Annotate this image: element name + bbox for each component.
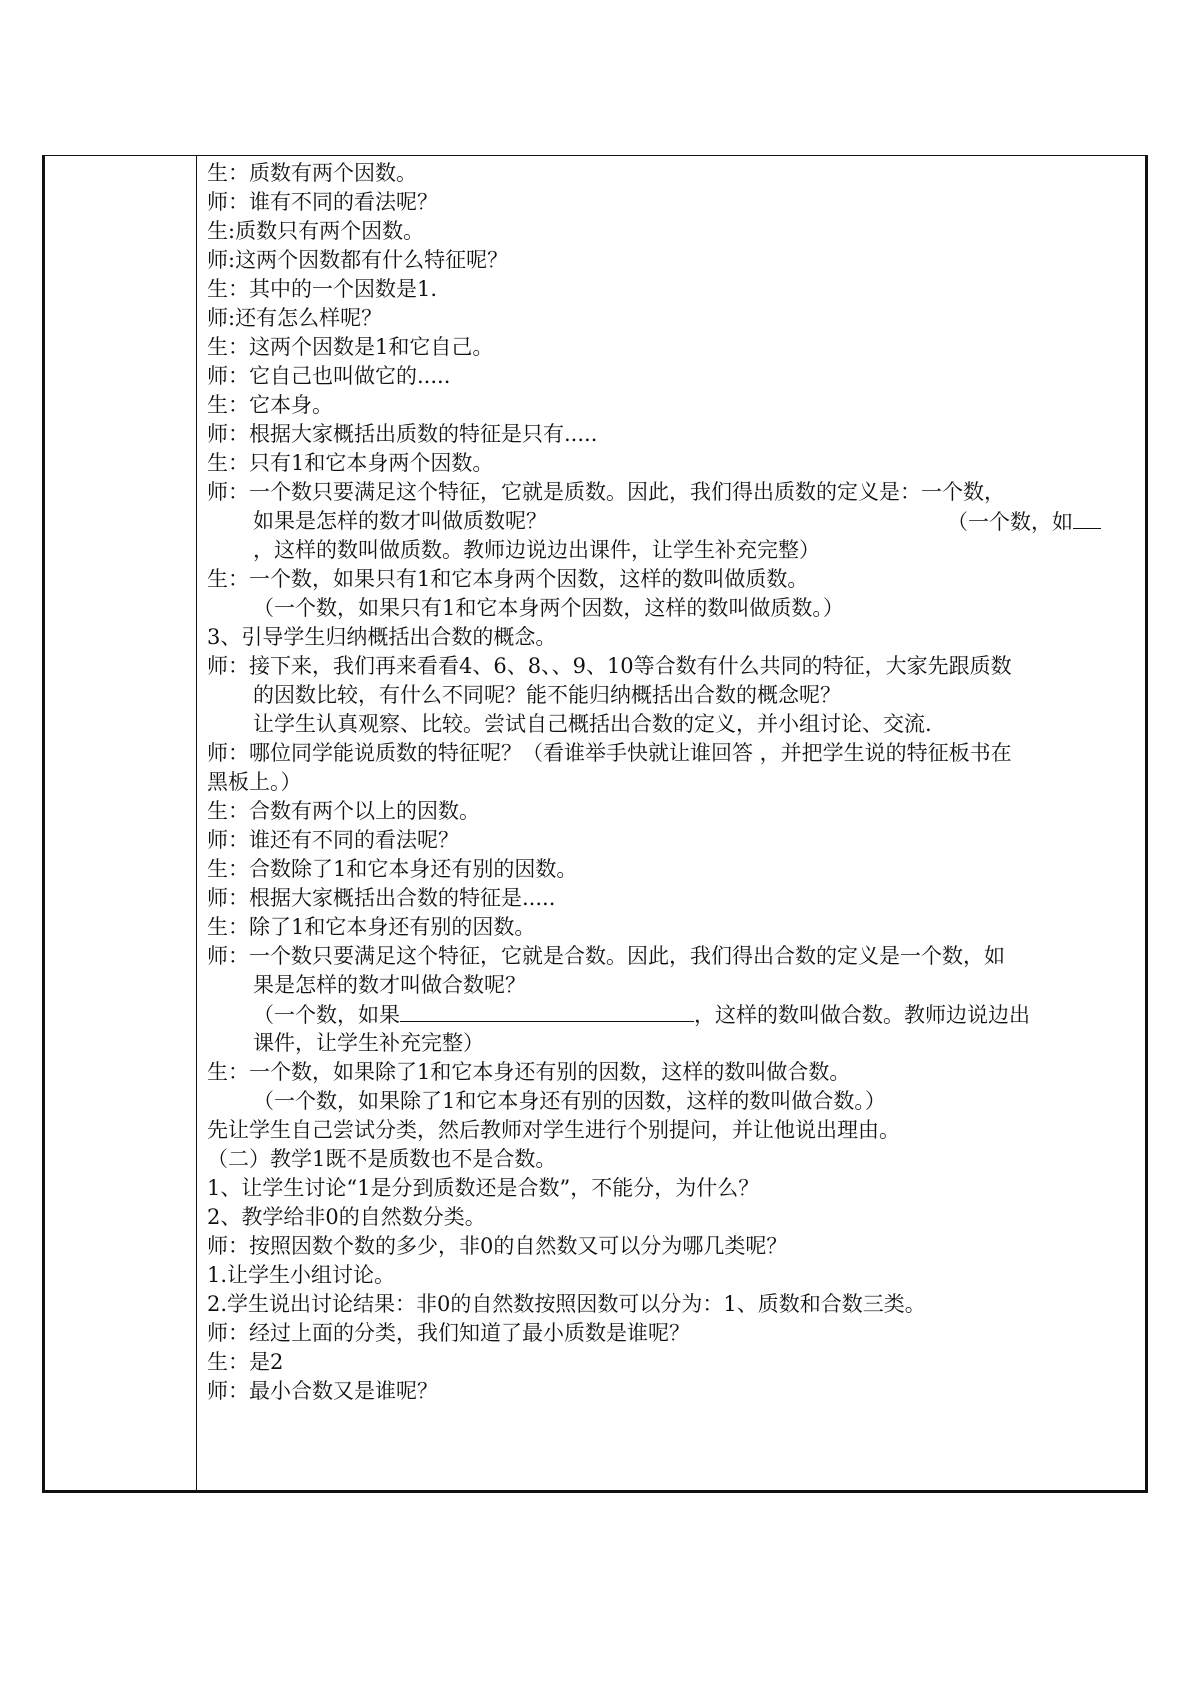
text-line: 果是怎样的数才叫做合数呢？ <box>253 973 526 997</box>
text-line: 2.学生说出讨论结果：非0的自然数按照因数可以分为：1、质数和合数三类。 <box>207 1292 926 1316</box>
text-line: 师：根据大家概括出质数的特征是只有..... <box>207 422 598 446</box>
fill-in-blank <box>1073 506 1101 529</box>
text-line: 师：经过上面的分类，我们知道了最小质数是谁呢？ <box>207 1321 690 1345</box>
text-line: 师：按照因数个数的多少，非0的自然数又可以分为哪几类呢？ <box>207 1234 788 1258</box>
lesson-content-cell <box>207 156 1135 1490</box>
text-line: 让学生认真观察、比较。尝试自己概括出合数的定义，并小组讨论、交流. <box>253 712 932 736</box>
text-line: 师:这两个因数都有什么特征呢？ <box>207 248 509 272</box>
text-line: 师：最小合数又是谁呢？ <box>207 1379 438 1403</box>
text-line: 师:还有怎么样呢？ <box>207 306 383 330</box>
text-line: （一个数，如 <box>947 506 1101 536</box>
text-line: 如果是怎样的数才叫做质数呢？ <box>253 509 547 533</box>
text-line: 师：哪位同学能说质数的特征呢？（看谁举手快就让谁回答 ，并把学生说的特征板书在 <box>207 741 1012 765</box>
text-line: 生：合数除了1和它本身还有别的因数。 <box>207 857 578 881</box>
text-line: 的因数比较，有什么不同呢？能不能归纳概括出合数的概念呢？ <box>253 683 841 707</box>
text-line: 生：除了1和它本身还有别的因数。 <box>207 915 536 939</box>
text-line: 生：只有1和它本身两个因数。 <box>207 451 494 475</box>
text-line: 2、教学给非0的自然数分类。 <box>207 1205 486 1229</box>
text-line: 1、让学生讨论“1是分到质数还是合数”，不能分，为什么？ <box>207 1176 760 1200</box>
text-line: 生：一个数，如果只有1和它本身两个因数，这样的数叫做质数。 <box>207 567 809 591</box>
lesson-table <box>42 155 1148 1493</box>
text-line: 课件，让学生补充完整） <box>253 1031 484 1055</box>
text-line: （二）教学1既不是质数也不是合数。 <box>207 1147 557 1171</box>
text-line: 生：一个数，如果除了1和它本身还有别的因数，这样的数叫做合数。 <box>207 1060 851 1084</box>
text-line: 生:质数只有两个因数。 <box>207 219 425 243</box>
fill-in-blank <box>400 999 694 1022</box>
left-column-cell <box>45 156 197 1490</box>
text-line: （一个数，如果只有1和它本身两个因数，这样的数叫做质数。） <box>253 596 844 620</box>
text-line: （一个数，如果 ，这样的数叫做合数。教师边说边出 <box>253 999 1030 1029</box>
text-line: 1.让学生小组讨论。 <box>207 1263 396 1287</box>
text-line: 师：谁有不同的看法呢？ <box>207 190 438 214</box>
text-line: 黑板上。） <box>207 770 302 794</box>
text-line: ，这样的数叫做质数。教师边说边出课件，让学生补充完整） <box>253 538 820 562</box>
text-line: 师：它自己也叫做它的..... <box>207 364 451 388</box>
text-line: 生：它本身。 <box>207 393 333 417</box>
text-line: 生：合数有两个以上的因数。 <box>207 799 480 823</box>
text-line: 先让学生自己尝试分类，然后教师对学生进行个别提问，并让他说出理由。 <box>207 1118 900 1142</box>
text-line: 师：根据大家概括出合数的特征是..... <box>207 886 556 910</box>
text-line: 师：接下来，我们再来看看4、6、8、、9、10等合数有什么共同的特征，大家先跟质数 <box>207 654 1012 678</box>
text-line: 师：一个数只要满足这个特征，它就是质数。因此，我们得出质数的定义是：一个数， <box>207 480 1005 504</box>
text-line: 生：其中的一个因数是1. <box>207 277 438 301</box>
text-line: 师：谁还有不同的看法呢？ <box>207 828 459 852</box>
text-line: 生：这两个因数是1和它自己。 <box>207 335 494 359</box>
text-line: 生：是2 <box>207 1350 284 1374</box>
text-line: （一个数，如果除了1和它本身还有别的因数，这样的数叫做合数。） <box>253 1089 886 1113</box>
text-line: 3、引导学生归纳概括出合数的概念。 <box>207 625 557 649</box>
text-line: 生：质数有两个因数。 <box>207 161 417 185</box>
text-line: 师：一个数只要满足这个特征，它就是合数。因此，我们得出合数的定义是一个数，如 <box>207 944 1005 968</box>
